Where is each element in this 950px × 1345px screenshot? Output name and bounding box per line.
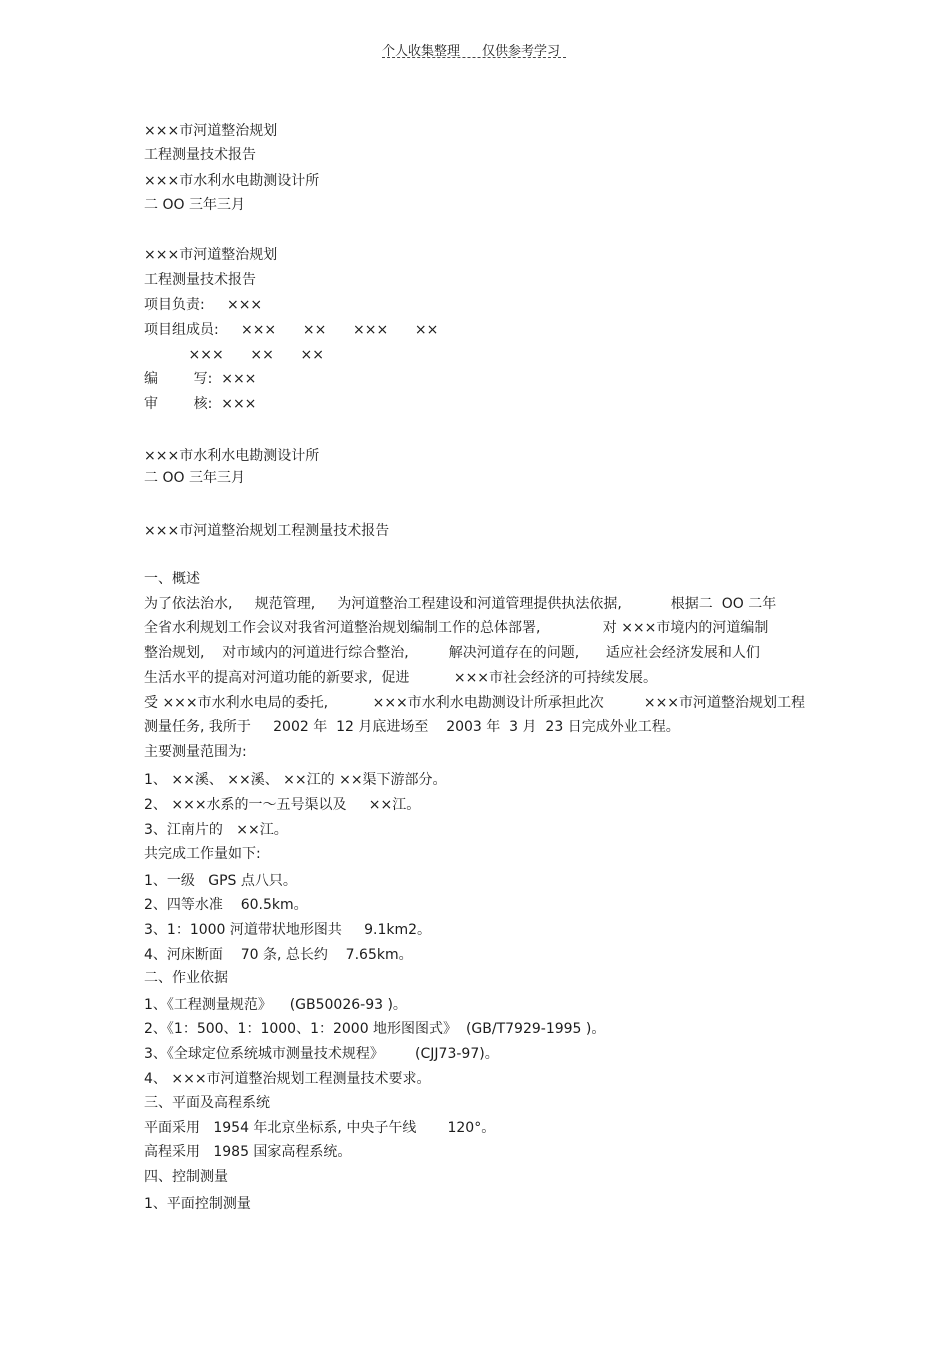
- list-item: 4、河床断面 70 条, 总长约 7.65km。: [144, 947, 413, 963]
- list-item: 2、《1：500、1：1000、1：2000 地形图图式》 (GB/T7929-1995 )。: [144, 1021, 606, 1037]
- section-heading-control-survey: 四、控制测量: [144, 1169, 228, 1185]
- credits-title-line-2: 工程测量技术报告: [144, 272, 256, 288]
- paragraph-line: 测量任务, 我所于 2002 年 12 月底进场至 2003 年 3 月 23 日完成外业工程。: [144, 719, 680, 735]
- list-item: 2、 ×××水系的一～五号渠以及 ××江。: [144, 797, 421, 813]
- paragraph-line: 受 ×××市水利水电局的委托, ×××市水利水电勘测设计所承担此次 ×××市河道整治规划工程: [144, 695, 806, 711]
- project-members-continued: ××× ×× ××: [144, 347, 325, 363]
- cover-title-line-2: 工程测量技术报告: [144, 147, 256, 163]
- list-item: 3、《全球定位系统城市测量技术规程》 (CJJ73-97)。: [144, 1046, 499, 1062]
- list-item: 1、 ××溪、 ××溪、 ××江的 ××渠下游部分。: [144, 772, 447, 788]
- list-item: 1、一级 GPS 点八只。: [144, 873, 297, 889]
- header-right-text: 仅供参考学习: [482, 44, 561, 59]
- project-lead: 项目负责: ×××: [144, 297, 263, 313]
- paragraph-line: 高程采用 1985 国家高程系统。: [144, 1144, 352, 1160]
- scope-heading: 主要测量范围为:: [144, 744, 247, 760]
- list-item: 2、四等水准 60.5km。: [144, 897, 308, 913]
- paragraph-line: 整治规划, 对市域内的河道进行综合整治, 解决河道存在的问题, 适应社会经济发展和人们: [144, 645, 760, 661]
- credits-date: 二 OO 三年三月: [144, 470, 245, 486]
- list-item: 3、江南片的 ××江。: [144, 822, 288, 838]
- cover-organization: ×××市水利水电勘测设计所: [144, 173, 320, 189]
- paragraph-line: 生活水平的提高对河道功能的新要求, 促进 ×××市社会经济的可持续发展。: [144, 670, 658, 686]
- reviewer: 审 核: ×××: [144, 396, 257, 412]
- cover-title-line-1: ×××市河道整治规划: [144, 123, 278, 139]
- subsection-heading: 1、平面控制测量: [144, 1196, 251, 1212]
- list-item: 4、 ×××市河道整治规划工程测量技术要求。: [144, 1071, 431, 1087]
- list-item: 1、《工程测量规范》 (GB50026-93 )。: [144, 997, 407, 1013]
- list-item: 3、1：1000 河道带状地形图共 9.1km2。: [144, 922, 432, 938]
- header-left-text: 个人收集整理: [382, 44, 461, 59]
- project-members: 项目组成员: ××× ×× ××× ××: [144, 322, 439, 338]
- editor: 编 写: ×××: [144, 371, 257, 387]
- section-heading-coordinate-system: 三、平面及高程系统: [144, 1095, 270, 1111]
- paragraph-line: 平面采用 1954 年北京坐标系, 中央子午线 120°。: [144, 1120, 496, 1136]
- workload-heading: 共完成工作量如下:: [144, 846, 261, 862]
- header-divider: [382, 57, 566, 58]
- credits-organization: ×××市水利水电勘测设计所: [144, 448, 320, 464]
- section-heading-overview: 一、概述: [144, 571, 200, 587]
- cover-date: 二 OO 三年三月: [144, 197, 245, 213]
- paragraph-line: 全省水利规划工作会议对我省河道整治规划编制工作的总体部署, 对 ×××市境内的河道编制: [144, 620, 769, 636]
- paragraph-line: 为了依法治水, 规范管理, 为河道整治工程建设和河道管理提供执法依据, 根据二 OO 二年: [144, 596, 777, 612]
- page-header: [382, 40, 566, 60]
- credits-title-line-1: ×××市河道整治规划: [144, 247, 278, 263]
- report-title: ×××市河道整治规划工程测量技术报告: [144, 523, 390, 539]
- section-heading-basis: 二、作业依据: [144, 970, 228, 986]
